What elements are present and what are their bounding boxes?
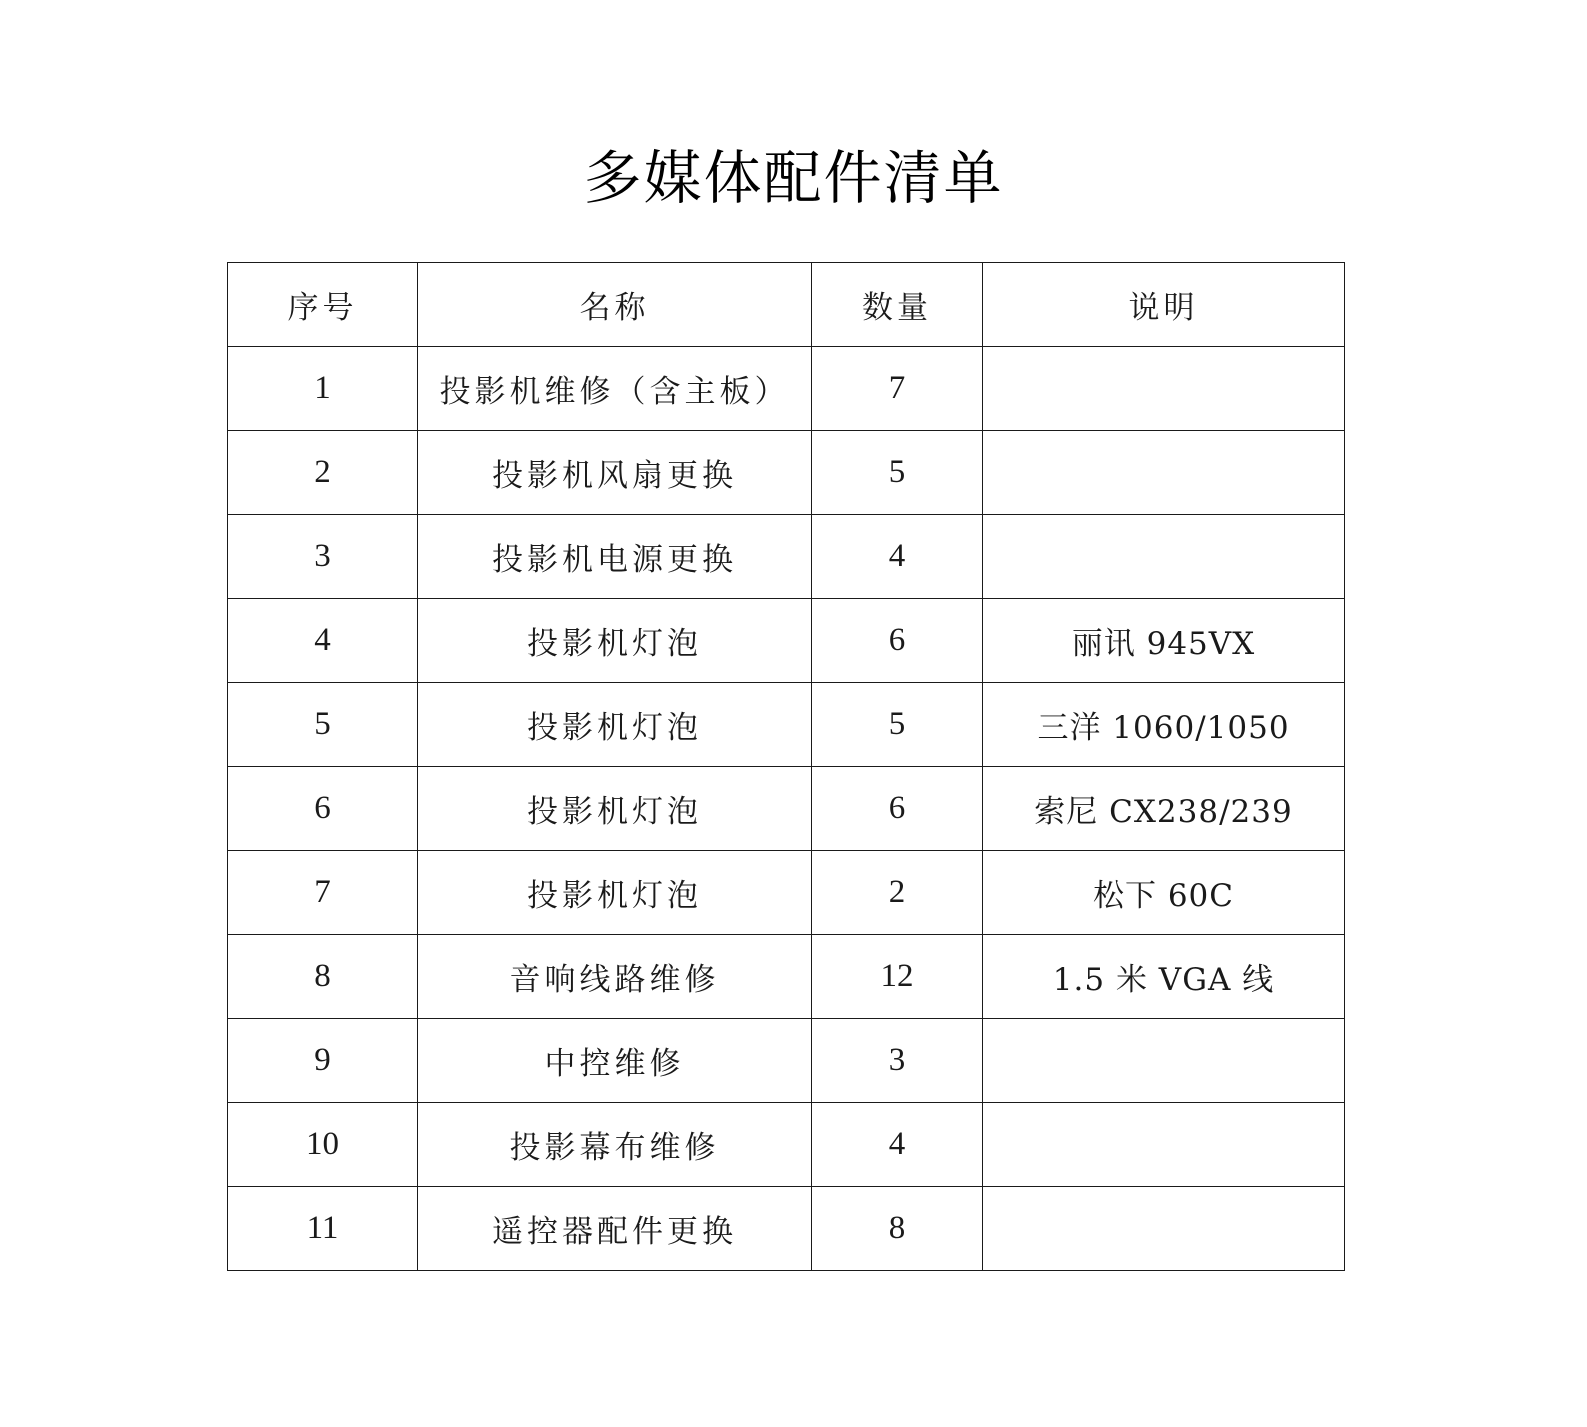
- cell-note: [983, 431, 1345, 515]
- cell-index: 4: [228, 599, 418, 683]
- table-header-row: [228, 263, 1345, 347]
- cell-name: 投影机风扇更换: [418, 431, 812, 515]
- cell-index: 5: [228, 683, 418, 767]
- cell-note: [983, 1103, 1345, 1187]
- header-index: 序号: [228, 263, 418, 347]
- cell-name: 投影机灯泡: [418, 851, 812, 935]
- cell-name: 中控维修: [418, 1019, 812, 1103]
- cell-quantity: 3: [812, 1019, 983, 1103]
- cell-note: 索尼 CX238/239: [983, 767, 1345, 851]
- table-row: [228, 1019, 1345, 1103]
- cell-note: 松下 60C: [983, 851, 1345, 935]
- table-row: [228, 1103, 1345, 1187]
- cell-name: 音响线路维修: [418, 935, 812, 1019]
- cell-quantity: 7: [812, 347, 983, 431]
- cell-note: [983, 1187, 1345, 1271]
- cell-quantity: 4: [812, 1103, 983, 1187]
- cell-index: 1: [228, 347, 418, 431]
- parts-table: [227, 262, 1345, 1271]
- cell-note: [983, 347, 1345, 431]
- cell-name: 投影幕布维修: [418, 1103, 812, 1187]
- table-row: [228, 1187, 1345, 1271]
- cell-index: 8: [228, 935, 418, 1019]
- cell-quantity: 6: [812, 767, 983, 851]
- cell-index: 11: [228, 1187, 418, 1271]
- cell-name: 投影机灯泡: [418, 683, 812, 767]
- cell-index: 2: [228, 431, 418, 515]
- cell-name: 投影机电源更换: [418, 515, 812, 599]
- cell-quantity: 8: [812, 1187, 983, 1271]
- table-row: [228, 599, 1345, 683]
- header-quantity: 数量: [812, 263, 983, 347]
- document-title: 多媒体配件清单: [583, 144, 1004, 212]
- cell-note: 1.5 米 VGA 线: [983, 935, 1345, 1019]
- table-row: [228, 851, 1345, 935]
- cell-quantity: 4: [812, 515, 983, 599]
- cell-note: [983, 1019, 1345, 1103]
- table-row: [228, 347, 1345, 431]
- cell-quantity: 6: [812, 599, 983, 683]
- cell-name: 投影机灯泡: [418, 599, 812, 683]
- cell-name: 遥控器配件更换: [418, 1187, 812, 1271]
- cell-note: 三洋 1060/1050: [983, 683, 1345, 767]
- cell-index: 9: [228, 1019, 418, 1103]
- table-row: [228, 683, 1345, 767]
- header-note: 说明: [983, 263, 1345, 347]
- cell-quantity: 2: [812, 851, 983, 935]
- table-row: [228, 935, 1345, 1019]
- cell-note: 丽讯 945VX: [983, 599, 1345, 683]
- cell-name: 投影机灯泡: [418, 767, 812, 851]
- cell-note: [983, 515, 1345, 599]
- cell-index: 3: [228, 515, 418, 599]
- table-row: [228, 515, 1345, 599]
- cell-name: 投影机维修（含主板）: [418, 347, 812, 431]
- table-row: [228, 431, 1345, 515]
- table-row: [228, 767, 1345, 851]
- cell-index: 7: [228, 851, 418, 935]
- cell-index: 6: [228, 767, 418, 851]
- cell-quantity: 12: [812, 935, 983, 1019]
- cell-quantity: 5: [812, 431, 983, 515]
- header-name: 名称: [418, 263, 812, 347]
- cell-index: 10: [228, 1103, 418, 1187]
- cell-quantity: 5: [812, 683, 983, 767]
